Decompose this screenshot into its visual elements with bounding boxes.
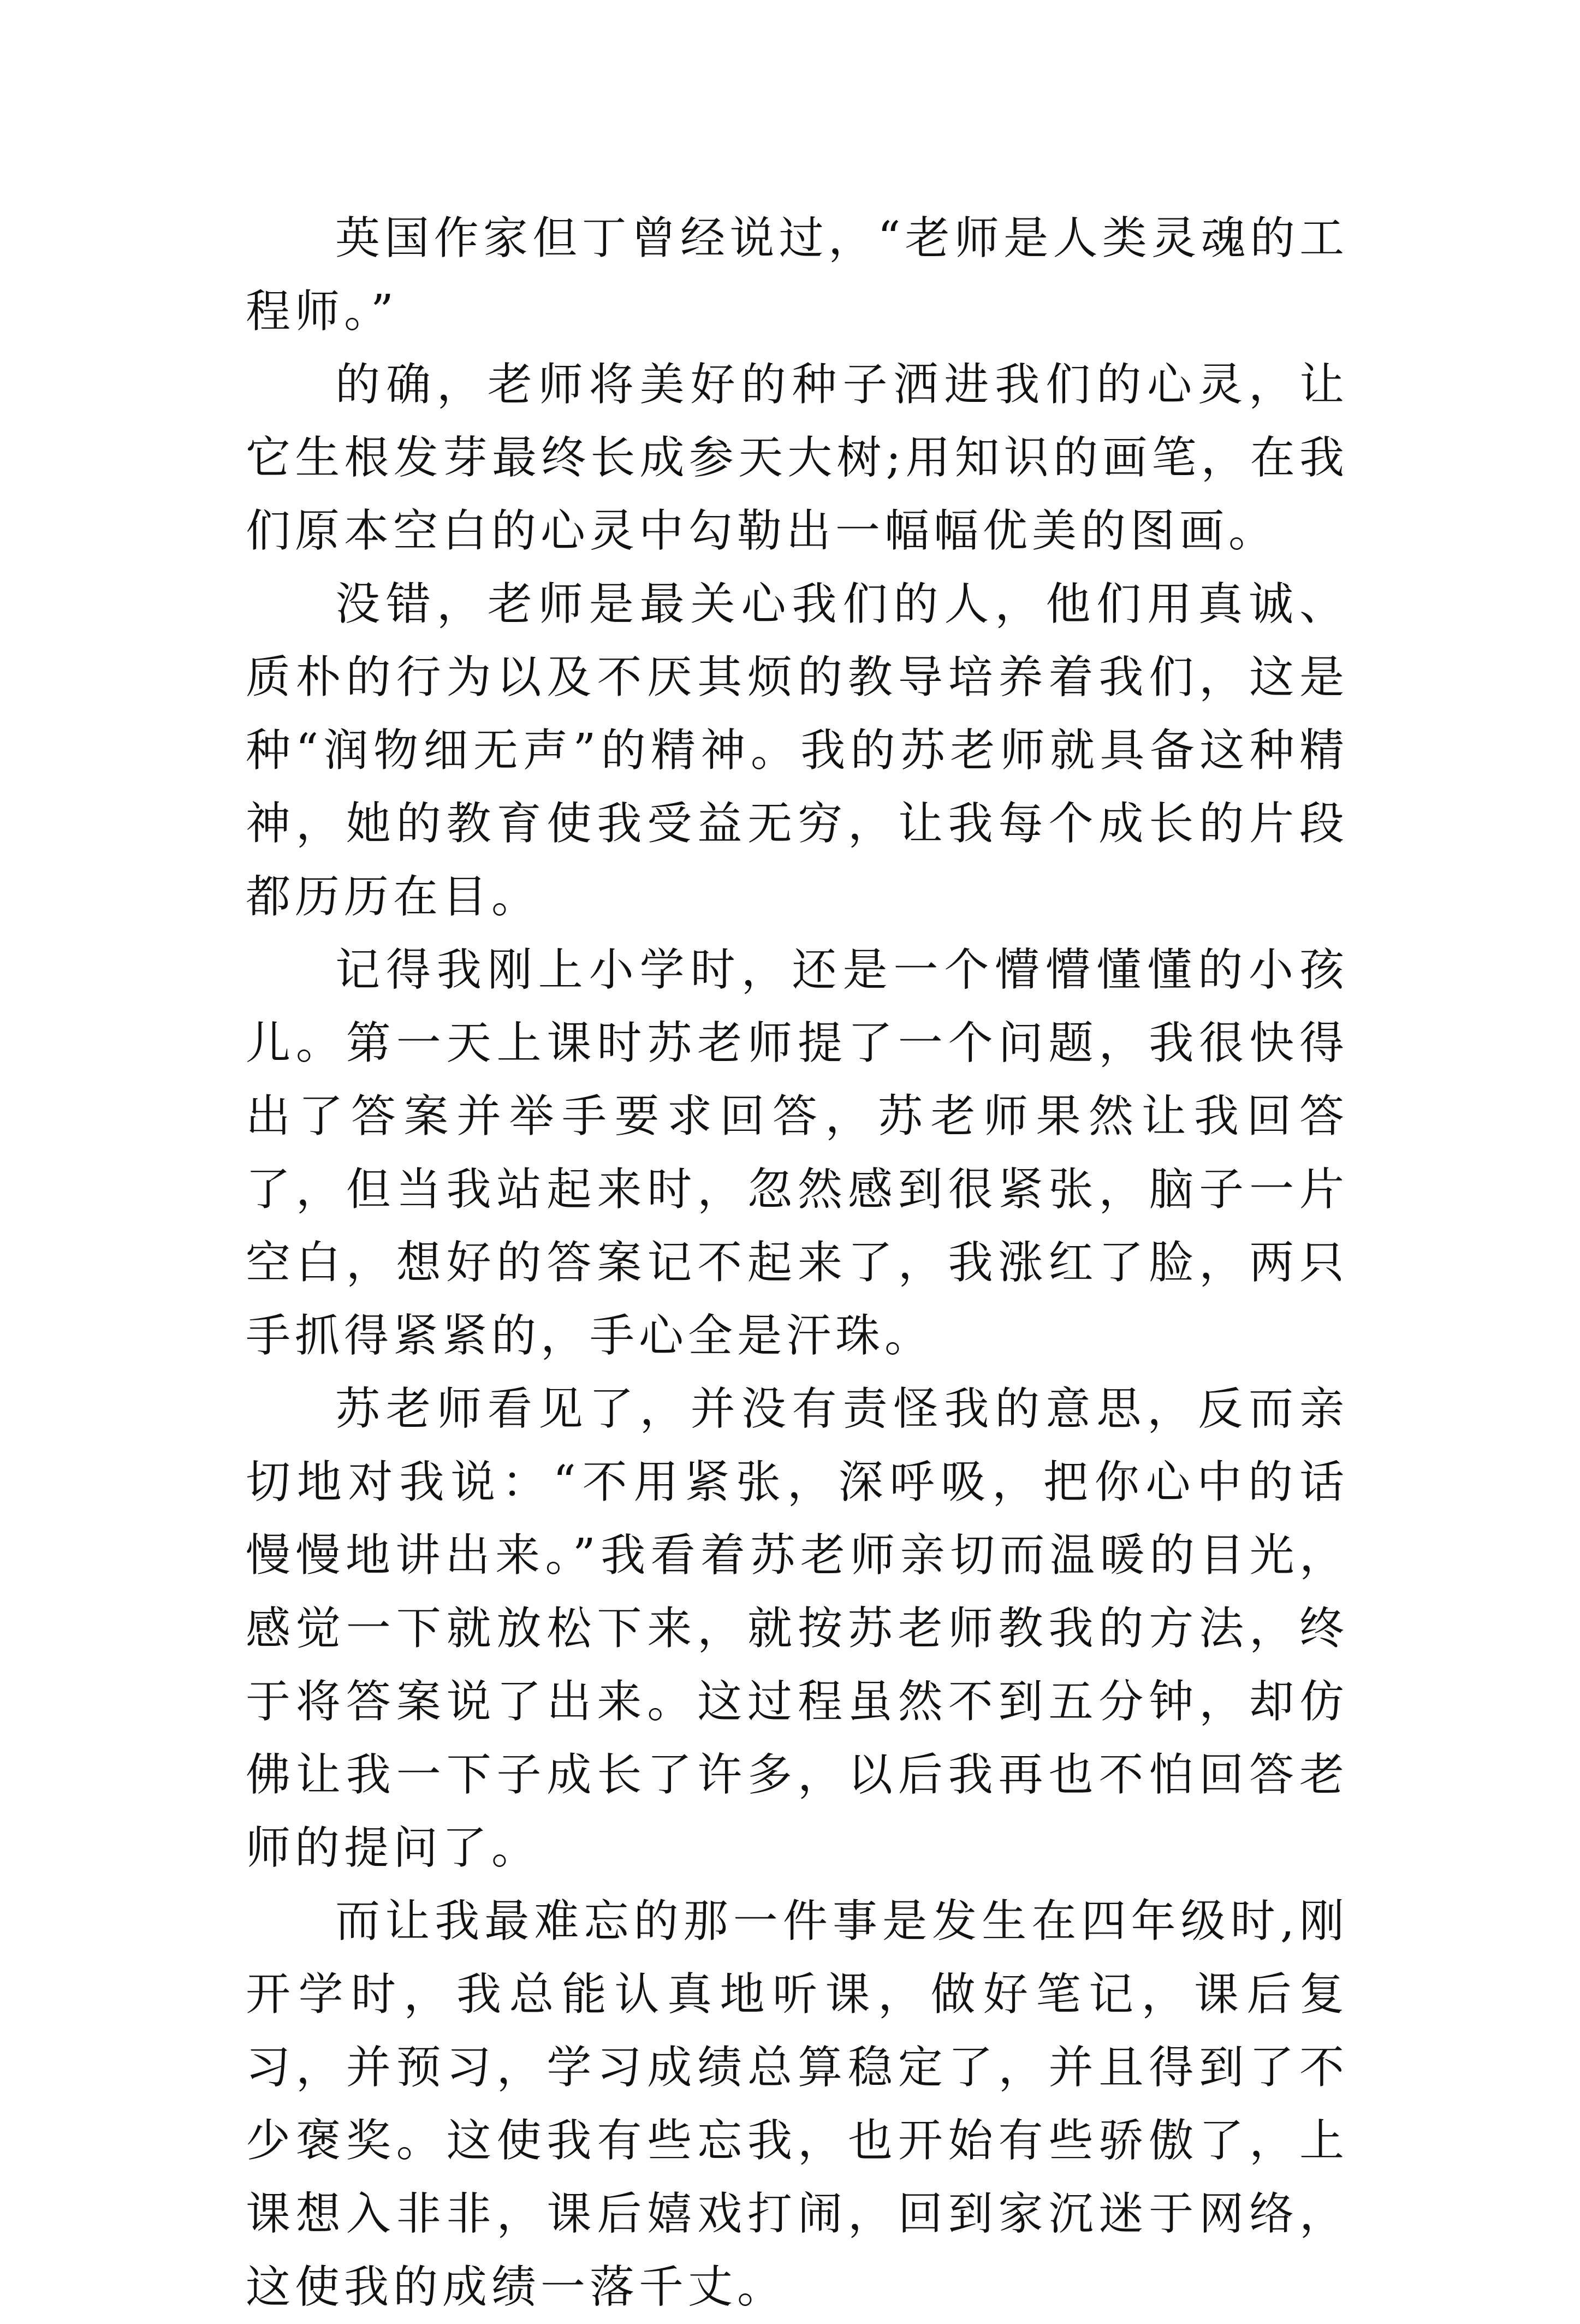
paragraph-2: 的确，老师将美好的种子洒进我们的心灵，让它生根发芽最终长成参天大树;用知识的画笔，在我们原本空白的心灵中勾勒出一幅幅优美的图画。 [246,359,1349,557]
paragraph-3: 没错，老师是最关心我们的人，他们用真诚、质朴的行为以及不厌其烦的教导培养着我们，这是种“润物细无声”的精神。我的苏老师就具备这种精神，她的教育使我受益无穷，让我每个成长的片段都历历在目。 [246,578,1349,923]
paragraph-5: 苏老师看见了，并没有责怪我的意思，反而亲切地对我说：“不用紧张，深呼吸，把你心中的话慢慢地讲出来。”我看着苏老师亲切而温暖的目光，感觉一下就放松下来，就按苏老师教我的方法，终于将答案说了出来。这过程虽然不到五分钟，却仿佛让我一下子成长了许多，以后我再也不怕回答老师的提问了。 [246,1383,1349,1874]
paragraph-6: 而让我最难忘的那一件事是发生在四年级时,刚开学时，我总能认真地听课，做好笔记，课后复习，并预习，学习成绩总算稳定了，并且得到了不少褒奖。这使我有些忘我，也开始有些骄傲了，上课想入非非，课后嬉戏打闹，回到家沉迷于网络，这使我的成绩一落千丈。 [246,1895,1349,2313]
paragraph-1: 英国作家但丁曾经说过，“老师是人类灵魂的工程师。” [246,212,1349,337]
essay-body [246,202,1349,2324]
paragraph-4: 记得我刚上小学时，还是一个懵懵懂懂的小孩儿。第一天上课时苏老师提了一个问题，我很快得出了答案并举手要求回答，苏老师果然让我回答了，但当我站起来时，忽然感到很紧张，脑子一片空白，想好的答案记不起来了，我涨红了脸，两只手抓得紧紧的，手心全是汗珠。 [246,944,1349,1362]
